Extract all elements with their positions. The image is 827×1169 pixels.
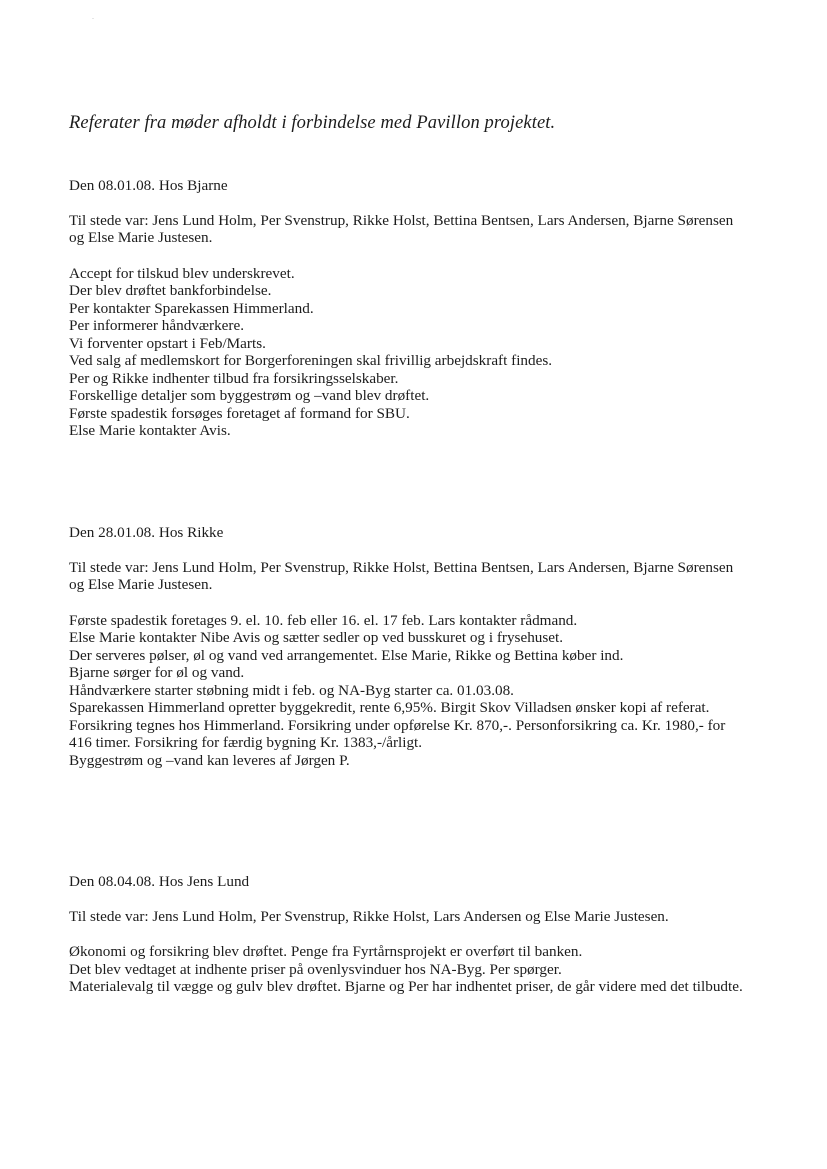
- meeting-item: Else Marie kontakter Avis.: [69, 422, 231, 439]
- meeting-item: Per informerer håndværkere.: [69, 317, 245, 334]
- meeting-items: [69, 943, 749, 996]
- meeting-item: Økonomi og forsikring blev drøftet. Penge fra Fyrtårnsprojekt er overført til banken.: [69, 943, 583, 960]
- meeting-item: Første spadestik foretages 9. el. 10. feb eller 16. el. 17 feb. Lars kontakter rådmand.: [69, 611, 578, 629]
- meeting-items: [69, 265, 749, 440]
- meeting-attendees: Til stede var: Jens Lund Holm, Per Svenstrup, Rikke Holst, Bettina Bentsen, Lars Andersen, Bjarne Sørensen og Else Marie Justesen.: [69, 211, 734, 246]
- meeting-attendees: Til stede var: Jens Lund Holm, Per Svenstrup, Rikke Holst, Bettina Bentsen, Lars Andersen, Bjarne Sørensen og Else Marie Justesen.: [69, 558, 734, 593]
- meeting-section: [69, 524, 749, 769]
- meeting-item: Forsikring tegnes hos Himmerland. Forsikring under opførelse Kr. 870,-. Personforsikring ca. Kr. 1980,- for 416 timer. Forsikring for færdig bygning Kr. 1383,-/årligt.: [69, 716, 726, 751]
- meeting-attendees: Til stede var: Jens Lund Holm, Per Svenstrup, Rikke Holst, Lars Andersen og Else Marie Justesen.: [69, 907, 669, 925]
- meeting-item: Sparekassen Himmerland opretter byggekredit, rente 6,95%. Birgit Skov Villadsen ønsker kopi af referat.: [69, 699, 710, 716]
- meeting-item: Per kontakter Sparekassen Himmerland.: [69, 299, 314, 317]
- meeting-item: Der serveres pølser, øl og vand ved arrangementet. Else Marie, Rikke og Bettina køber ind.: [69, 646, 624, 664]
- meeting-item: Per og Rikke indhenter tilbud fra forsikringsselskaber.: [69, 369, 399, 387]
- meeting-section: [69, 177, 749, 440]
- scan-speck: [92, 18, 94, 19]
- meeting-item: Det blev vedtaget at indhente priser på ovenlysvinduer hos NA-Byg. Per spørger.: [69, 960, 562, 978]
- meeting-heading: Den 28.01.08. Hos Rikke: [69, 524, 224, 541]
- meeting-item: Vi forventer opstart i Feb/Marts.: [69, 334, 266, 352]
- meeting-item: Else Marie kontakter Nibe Avis og sætter sedler op ved busskuret og i frysehuset.: [69, 629, 564, 646]
- meeting-item: Første spadestik forsøges foretaget af formand for SBU.: [69, 404, 410, 422]
- document-title: Referater fra møder afholdt i forbindelse med Pavillon projektet.: [69, 113, 556, 133]
- meeting-item: Accept for tilskud blev underskrevet.: [69, 264, 295, 282]
- meeting-heading: Den 08.04.08. Hos Jens Lund: [69, 873, 250, 890]
- meeting-heading: Den 08.01.08. Hos Bjarne: [69, 177, 228, 194]
- meeting-item: Ved salg af medlemskort for Borgerforeningen skal frivillig arbejdskraft findes.: [69, 352, 553, 369]
- meeting-item: Håndværkere starter støbning midt i feb. og NA-Byg starter ca. 01.03.08.: [69, 681, 514, 699]
- meeting-items: [69, 612, 749, 770]
- meeting-item: Forskellige detaljer som byggestrøm og –vand blev drøftet.: [69, 387, 430, 404]
- meeting-item: Der blev drøftet bankforbindelse.: [69, 282, 272, 299]
- meeting-section: [69, 873, 749, 996]
- meeting-item: Materialevalg til vægge og gulv blev drøftet. Bjarne og Per har indhentet priser, de går videre med det tilbudte.: [69, 978, 743, 995]
- meeting-item: Byggestrøm og –vand kan leveres af Jørgen P.: [69, 751, 350, 769]
- meeting-item: Bjarne sørger for øl og vand.: [69, 664, 245, 681]
